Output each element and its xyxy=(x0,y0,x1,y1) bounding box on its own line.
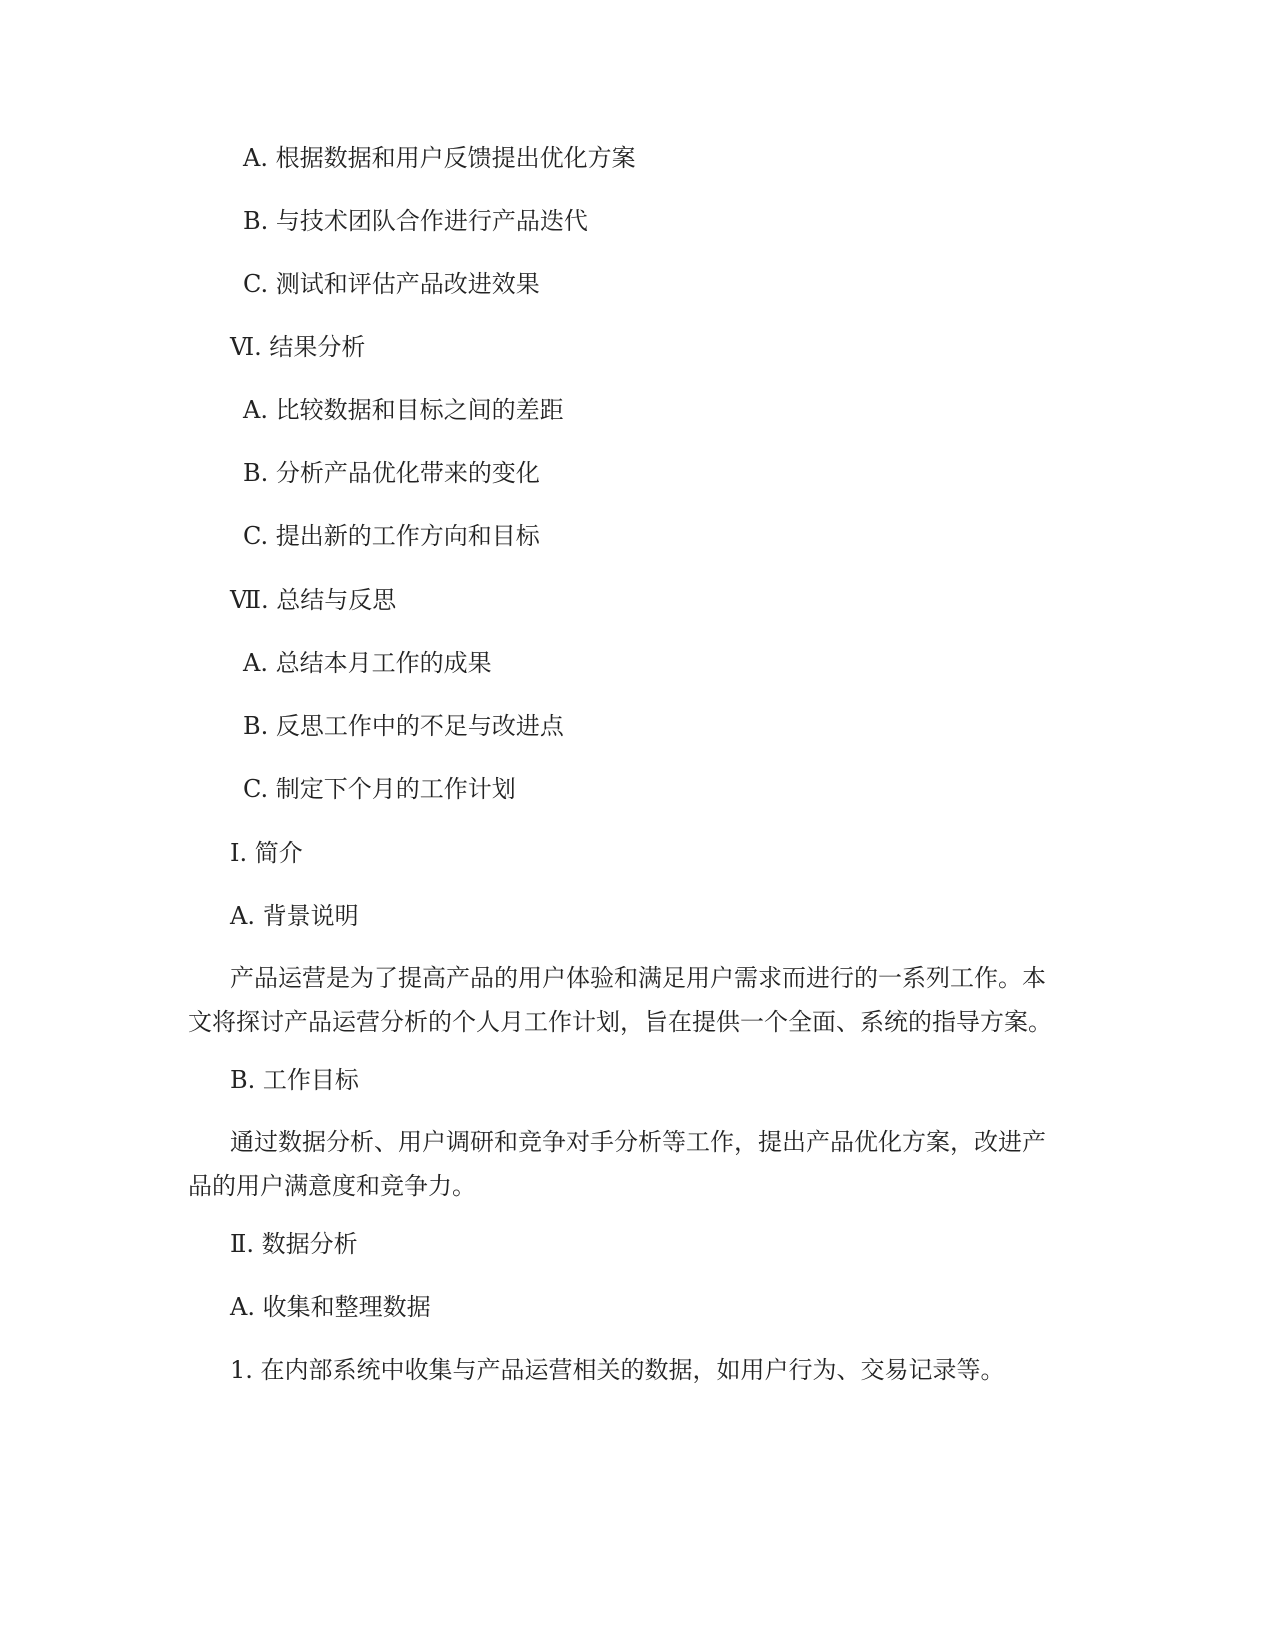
list-item: C. 测试和评估产品改进效果 xyxy=(243,270,540,298)
intro-paragraph xyxy=(188,956,1088,1044)
list-item: C. 提出新的工作方向和目标 xyxy=(243,522,540,550)
section-heading: Ⅵ. 结果分析 xyxy=(230,333,366,361)
paragraph-line: 品的用户满意度和竞争力。 xyxy=(188,1172,476,1200)
goal-paragraph xyxy=(188,1120,1088,1208)
sub-heading: A. 背景说明 xyxy=(230,902,359,930)
section-heading: Ⅶ. 总结与反思 xyxy=(230,586,397,614)
paragraph-line: 文将探讨产品运营分析的个人月工作计划，旨在提供一个全面、系统的指导方案。 xyxy=(188,1008,1052,1036)
list-item: A. 比较数据和目标之间的差距 xyxy=(243,396,564,424)
sub-heading: A. 收集和整理数据 xyxy=(230,1293,431,1321)
list-item: B. 与技术团队合作进行产品迭代 xyxy=(243,207,588,235)
list-item: B. 反思工作中的不足与改进点 xyxy=(243,712,564,740)
list-item: C. 制定下个月的工作计划 xyxy=(243,775,516,803)
paragraph-line: 产品运营是为了提高产品的用户体验和满足用户需求而进行的一系列工作。本 xyxy=(230,964,1046,992)
list-item: A. 总结本月工作的成果 xyxy=(243,649,492,677)
list-item: A. 根据数据和用户反馈提出优化方案 xyxy=(243,144,636,172)
sub-heading: B. 工作目标 xyxy=(230,1066,359,1094)
paragraph-line: 通过数据分析、用户调研和竞争对手分析等工作，提出产品优化方案，改进产 xyxy=(230,1128,1046,1156)
list-item: 1. 在内部系统中收集与产品运营相关的数据，如用户行为、交易记录等。 xyxy=(230,1356,1005,1384)
section-heading: I. 简介 xyxy=(230,839,303,867)
section-heading: Ⅱ. 数据分析 xyxy=(230,1230,358,1258)
list-item: B. 分析产品优化带来的变化 xyxy=(243,459,540,487)
